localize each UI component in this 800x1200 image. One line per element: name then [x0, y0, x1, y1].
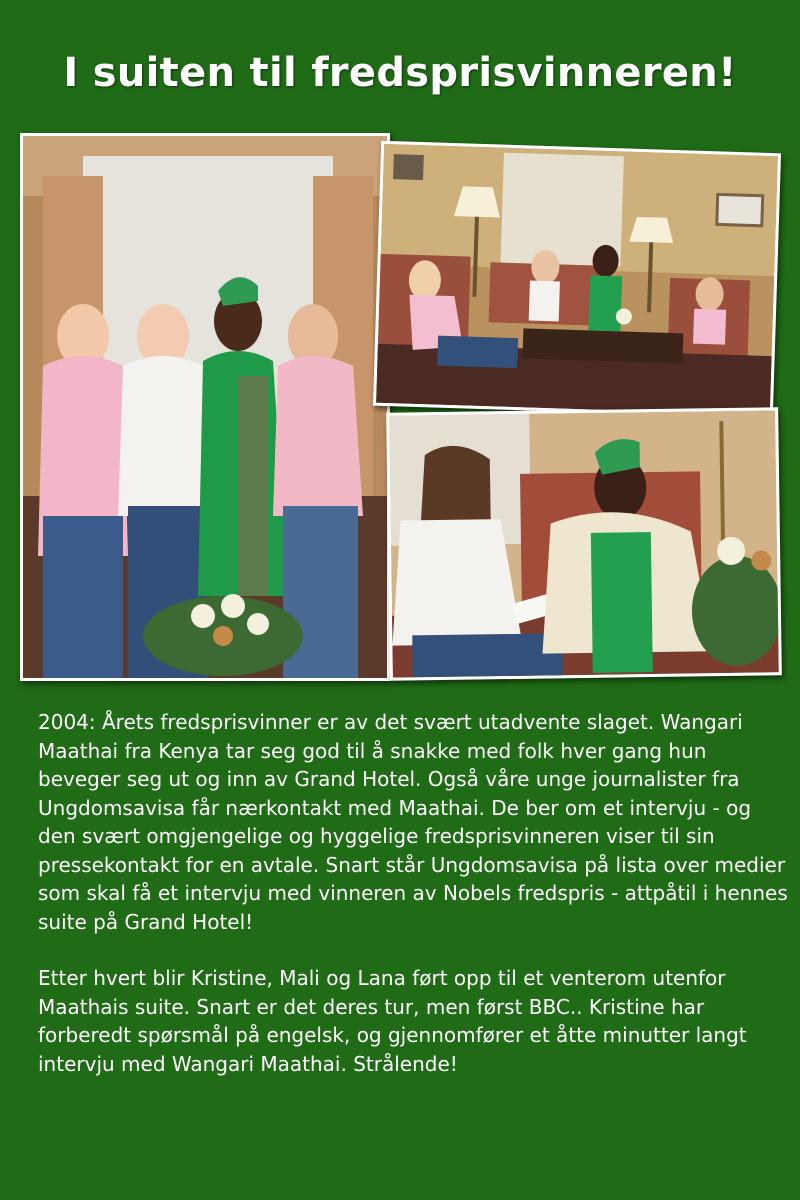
article-body: [38, 708, 790, 1106]
paragraph-2: Etter hvert blir Kristine, Mali og Lana ført opp til et venterom utenfor Maathais suite. Snart er det deres tur, men først BBC.. Kristine har forberedt spørsmål på engelsk, og gjennomfører et åtte minutter langt intervju med Wangari Maathai. Strålende!: [38, 966, 747, 1076]
paragraph-1: 2004: Årets fredsprisvinner er av det svært utadvente slaget. Wangari Maathai fra Kenya tar seg god til å snakke med folk hver gang hun beveger seg ut og inn av Grand Hotel. Også våre unge journalister fra Ungdomsavisa får nærkontakt med Maathai. De ber om et intervju - og den svært omgjengelige og hyggelige fredsprisvinneren viser til sin pressekontakt for en avtale. Snart står Ungdomsavisa på lista over medier som skal få et intervju med vinneren av Nobels fredspris - attpåtil i hennes suite på Grand Hotel!: [38, 710, 788, 934]
interview-photo: [386, 407, 782, 680]
group-photo: [20, 133, 390, 681]
page-title: I suiten til fredsprisvinneren!: [63, 50, 737, 96]
suite-photo: [373, 141, 781, 418]
